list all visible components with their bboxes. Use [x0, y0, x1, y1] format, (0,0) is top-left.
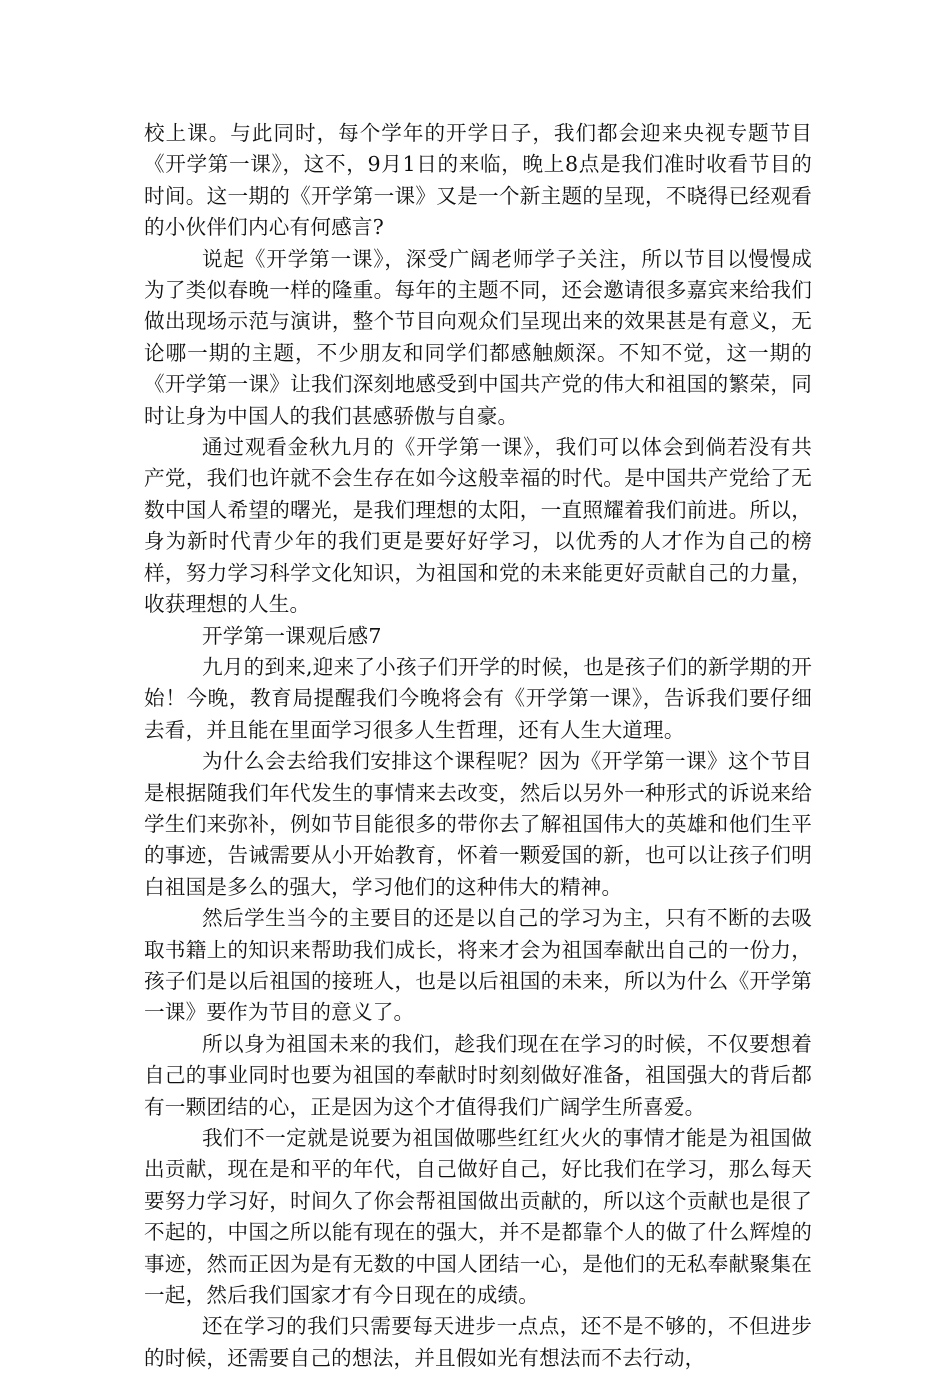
- paragraph-6: 然后学生当今的主要目的还是以自己的学习为主，只有不断的去吸取书籍上的知识来帮助我们成长，将来才会为祖国奉献出自己的一份力，孩子们是以后祖国的接班人，也是以后祖国的未来，所以为什么《开学第一课》要作为节目的意义了。: [144, 906, 812, 1025]
- paragraph-2: 说起《开学第一课》，深受广阔老师学子关注，所以节目以慢慢成为了类似春晚一样的隆重。每年的主题不同，还会邀请很多嘉宾来给我们做出现场示范与演讲，整个节目向观众们呈现出来的效果甚是有意义，无论哪一期的主题，不少朋友和同学们都感触颇深。不知不觉，这一期的《开学第一课》让我们深刻地感受到中国共产党的伟大和祖国的繁荣，同时让身为中国人的我们甚感骄傲与自豪。: [144, 246, 812, 428]
- document-page: [144, 118, 812, 1374]
- paragraph-7: 所以身为祖国未来的我们，趁我们现在在学习的时候，不仅要想着自己的事业同时也要为祖国的奉献时时刻刻做好准备，祖国强大的背后都有一颗团结的心，正是因为这个才值得我们广阔学生所喜爱。: [144, 1031, 812, 1119]
- paragraph-1: 校上课。与此同时，每个学年的开学日子，我们都会迎来央视专题节目《开学第一课》，这不，9月1日的来临，晚上8点是我们准时收看节目的时间。这一期的《开学第一课》又是一个新主题的呈现，不晓得已经观看的小伙伴们内心有何感言?: [144, 121, 812, 240]
- paragraph-9: 还在学习的我们只需要每天进步一点点，还不是不够的，不但进步的时候，还需要自己的想法，并且假如光有想法而不去行动，: [144, 1314, 812, 1370]
- paragraph-5: 为什么会去给我们安排这个课程呢？因为《开学第一课》这个节目是根据随我们年代发生的事情来去改变，然后以另外一种形式的诉说来给学生们来弥补，例如节目能很多的带你去了解祖国伟大的英雄和他们生平的事迹，告诫需要从小开始教育，怀着一颗爱国的新，也可以让孩子们明白祖国是多么的强大，学习他们的这种伟大的精神。: [144, 749, 812, 899]
- section-heading: 开学第一课观后感7: [202, 623, 382, 648]
- paragraph-3: 通过观看金秋九月的《开学第一课》，我们可以体会到倘若没有共产党，我们也许就不会生存在如今这般幸福的时代。是中国共产党给了无数中国人希望的曙光，是我们理想的太阳，一直照耀着我们前进。所以，身为新时代青少年的我们更是要好好学习，以优秀的人才作为自己的榜样，努力学习科学文化知识，为祖国和党的未来能更好贡献自己的力量，收获理想的人生。: [144, 435, 812, 617]
- paragraph-4: 九月的到来,迎来了小孩子们开学的时候，也是孩子们的新学期的开始！今晚，教育局提醒我们今晚将会有《开学第一课》，告诉我们要仔细去看，并且能在里面学习很多人生哲理，还有人生大道理。: [144, 654, 812, 742]
- paragraph-8: 我们不一定就是说要为祖国做哪些红红火火的事情才能是为祖国做出贡献，现在是和平的年代，自己做好自己，好比我们在学习，那么每天要努力学习好，时间久了你会帮祖国做出贡献的，所以这个贡献也是很了不起的，中国之所以能有现在的强大，并不是都靠个人的做了什么辉煌的事迹，然而正因为是有无数的中国人团结一心，是他们的无私奉献聚集在一起，然后我们国家才有今日现在的成绩。: [144, 1126, 812, 1308]
